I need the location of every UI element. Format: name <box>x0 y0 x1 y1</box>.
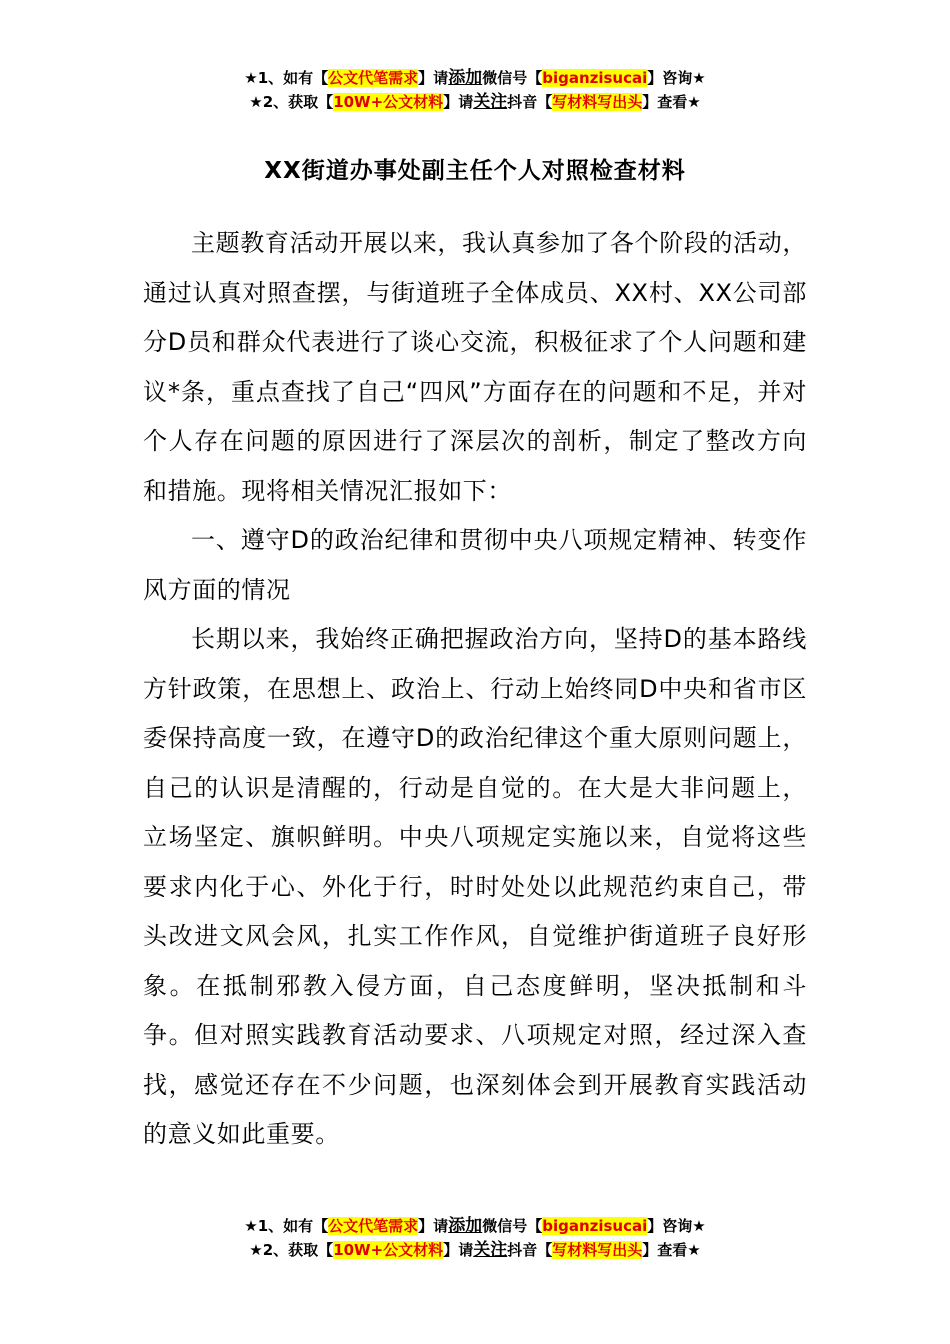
banner-highlight: 公文代笔需求 <box>328 1217 419 1235</box>
banner-text: 】咨询★ <box>647 1217 706 1235</box>
banner-text: 微信号【 <box>482 69 543 87</box>
document-title: XX街道办事处副主任个人对照检查材料 <box>264 158 686 184</box>
banner-text: 抖音【 <box>507 1241 553 1259</box>
banner-text: ★2、获取【 <box>249 93 334 111</box>
banner-line-2 <box>0 1238 950 1262</box>
banner-highlight: biganzisucai <box>542 69 648 87</box>
banner-highlight: 写材料写出头 <box>552 1241 643 1259</box>
paragraph: 长期以来，我始终正确把握政治方向，坚持D的基本路线方针政策，在思想上、政治上、行动上始终同D中央和省市区委保持高度一致，在遵守D的政治纪律这个重大原则问题上，自己的认识是清醒的，行动是自觉的。在大是大非问题上，立场坚定、旗帜鲜明。中央八项规定实施以来，自觉将这些要求内化于心、外化于行，时时处处以此规范约束自己，带头改进文风会风，扎实工作作风，自觉维护街道班子良好形象。在抵制邪教入侵方面，自己态度鲜明，坚决抵制和斗争。但对照实践教育活动要求、八项规定对照，经过深入查找，感觉还存在不少问题，也深刻体会到开展教育实践活动的意义如此重要。 <box>143 625 807 1148</box>
footer-banner <box>0 1214 950 1262</box>
banner-text: ★1、如有【 <box>244 1217 329 1235</box>
banner-text: ★2、获取【 <box>249 1241 334 1259</box>
banner-text: 】请 <box>443 1241 474 1259</box>
banner-text: ★1、如有【 <box>244 69 329 87</box>
banner-line-1 <box>0 66 950 90</box>
section-heading: 一、遵守D的政治纪律和贯彻中央八项规定精神、转变作风方面的情况 <box>143 526 807 604</box>
banner-highlight: 公文代笔需求 <box>328 69 419 87</box>
document-body <box>143 219 807 1160</box>
paragraph: 主题教育活动开展以来，我认真参加了各个阶段的活动，通过认真对照查摆，与街道班子全体成员、XX村、XX公司部分D员和群众代表进行了谈心交流，积极征求了个人问题和建议*条，重点查找了自己“四风”方面存在的问题和不足，并对个人存在问题的原因进行了深层次的剖析，制定了整改方向和措施。现将相关情况汇报如下： <box>143 229 807 505</box>
banner-text: 微信号【 <box>482 1217 543 1235</box>
banner-highlight: 10W+公文材料 <box>333 1241 444 1259</box>
banner-text: 】请 <box>418 1217 449 1235</box>
banner-line-2 <box>0 90 950 114</box>
banner-text: 抖音【 <box>507 93 553 111</box>
banner-highlight: 写材料写出头 <box>552 93 643 111</box>
banner-emphasis: 关注 <box>473 1240 508 1260</box>
banner-text: 】请 <box>443 93 474 111</box>
banner-highlight: 10W+公文材料 <box>333 93 444 111</box>
banner-emphasis: 关注 <box>473 92 508 112</box>
banner-text: 】查看★ <box>642 1241 701 1259</box>
header-banner <box>0 66 950 114</box>
banner-emphasis: 添加 <box>448 1216 483 1236</box>
banner-text: 】咨询★ <box>647 69 706 87</box>
banner-line-1 <box>0 1214 950 1238</box>
banner-text: 】查看★ <box>642 93 701 111</box>
banner-highlight: biganzisucai <box>542 1217 648 1235</box>
banner-emphasis: 添加 <box>448 68 483 88</box>
banner-text: 】请 <box>418 69 449 87</box>
